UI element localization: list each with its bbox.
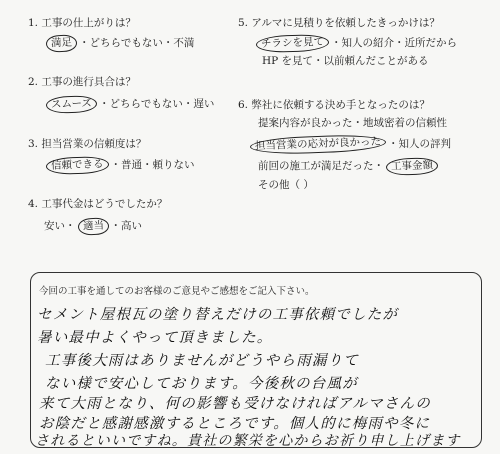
handwritten-line-4: ない様で安心しております。今後秋の台風が: [45, 376, 358, 392]
question-1-after: ・どちらでもない・不満: [79, 37, 195, 49]
question-3-title: 3. 担当営業の信頼度は？: [28, 138, 147, 150]
question-6-line2: [248, 136, 451, 153]
question-6-line2-after: ・知人の評判: [388, 138, 451, 150]
comment-box-title: 今回の工事を通してのお客様のご意見やご感想をご記入下さい。: [39, 286, 315, 297]
question-1-title: 1. 工事の仕上がりは？: [28, 17, 136, 29]
question-6-answer-circled-1: 担当営業の応対が良かった: [250, 134, 386, 155]
question-5-after: ・知人の紹介・近所だから: [331, 37, 457, 49]
handwritten-line-5: 来て大雨となり、何の影響も受けなければアルマさんの: [39, 396, 431, 412]
question-4-after: ・高い: [110, 220, 142, 232]
question-2-title: 2. 工事の進行具合は？: [28, 76, 136, 88]
question-3-options: [44, 157, 195, 174]
comment-box: [30, 272, 482, 448]
question-5-title: 5. アルマに見積りを依頼したきっかけは？: [238, 17, 440, 29]
handwritten-line-7: されるといいですね。貴社の繁栄を心からお祈り申し上げます: [35, 433, 461, 449]
question-4-before: 安い・: [44, 220, 76, 232]
question-5-options: [254, 35, 457, 52]
question-2-answer-circled: スムーズ: [46, 95, 97, 113]
question-5-answer-circled: チラシを見て: [256, 34, 330, 53]
question-4-answer-circled: 適当: [77, 217, 109, 235]
question-2-options: [44, 96, 214, 113]
question-6-title: 6. 弊社に依頼する決め手となったのは？: [238, 99, 430, 111]
question-6-line4: その他（ ）: [258, 179, 314, 191]
question-5-options-line2: HP を見て・以前頼んだことがある: [262, 55, 429, 67]
question-4-title: 4. 工事代金はどうでしたか？: [28, 198, 168, 210]
handwritten-line-2: 暑い最中よくやって頂きました。: [37, 330, 273, 346]
question-3-after: ・普通・頼りない: [110, 159, 195, 171]
question-1-options: [44, 35, 194, 52]
question-6-answer-circled-2: 工事金額: [386, 157, 439, 175]
question-1-answer-circled: 満足: [46, 34, 78, 52]
question-2-after: ・どちらでもない・遅い: [98, 98, 215, 110]
handwritten-line-3: 工事後大雨はありませんがどうやら雨漏りて: [45, 353, 359, 369]
question-3-answer-circled: 信頼できる: [46, 156, 109, 175]
handwritten-line-1: セメント屋根瓦の塗り替えだけの工事依頼でしたが: [37, 307, 399, 323]
question-4-options: [44, 218, 142, 235]
handwritten-line-6: お陰だと感謝感激するところです。個人的に梅雨や冬に: [39, 416, 431, 432]
question-6-line3: [258, 158, 440, 175]
question-6-line3-before: 前回の施工が満足だった・: [258, 160, 384, 172]
question-6-line1: 提案内容が良かった・地域密着の信頼性: [258, 117, 447, 129]
